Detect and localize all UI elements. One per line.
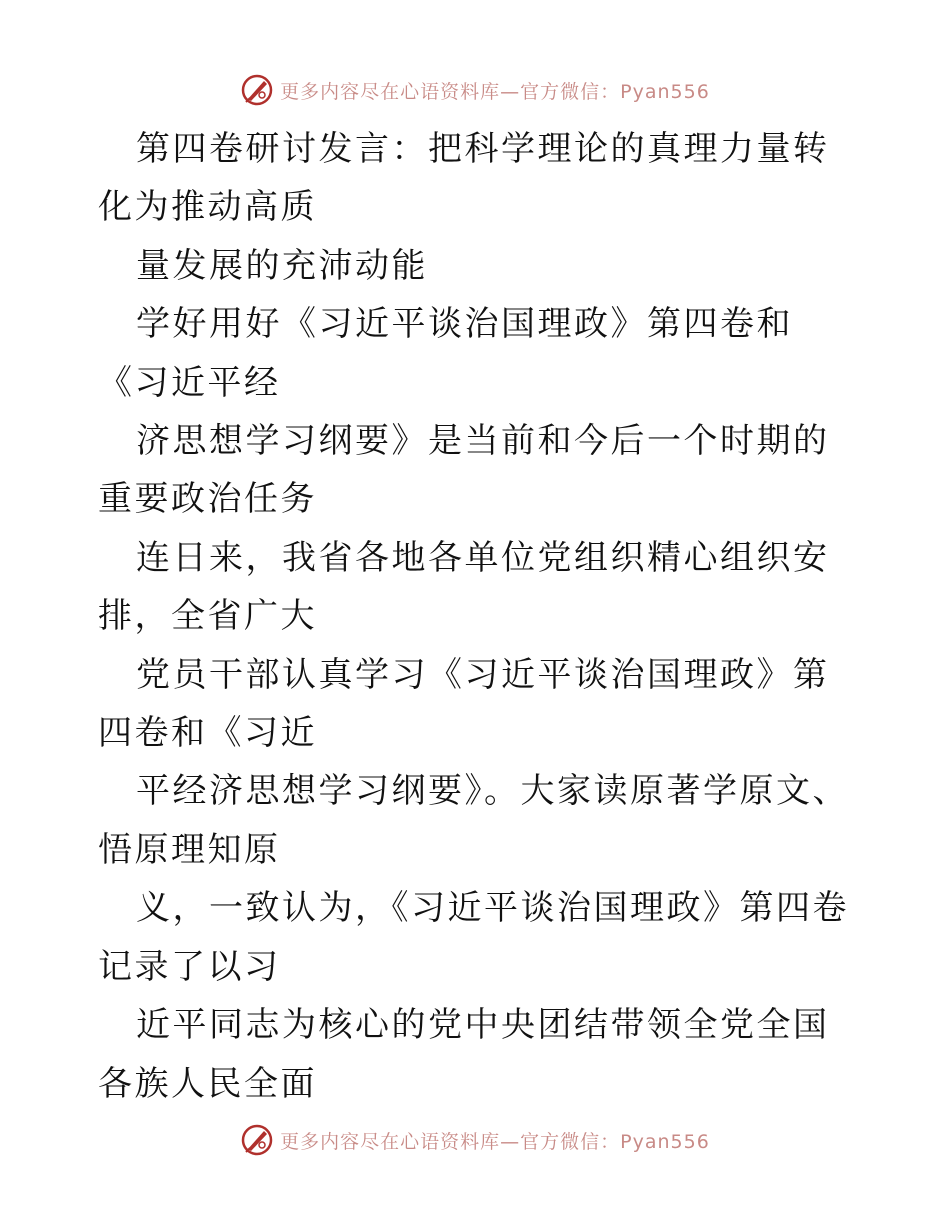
footer-banner [0, 1120, 950, 1160]
paragraph-title: 第四卷研讨发言：把科学理论的真理力量转化为推动高质 [98, 129, 830, 228]
paragraph-title-continued: 量发展的充沛动能 [136, 245, 428, 286]
document-body [98, 120, 858, 1113]
header-banner-text: 更多内容尽在心语资料库—官方微信：Pyan556 [280, 80, 710, 103]
quill-pen-logo-icon [240, 73, 274, 107]
paragraph: 济思想学习纲要》是当前和今后一个时期的重要政治任务 [98, 421, 830, 520]
paragraph: 学好用好《习近平谈治国理政》第四卷和《习近平经 [98, 304, 793, 403]
header-banner [0, 70, 950, 110]
quill-pen-logo-icon [240, 1123, 274, 1157]
paragraph: 义，一致认为，《习近平谈治国理政》第四卷记录了以习 [98, 888, 849, 987]
paragraph: 近平同志为核心的党中央团结带领全党全国各族人民全面 [98, 1005, 830, 1104]
paragraph: 党员干部认真学习《习近平谈治国理政》第四卷和《习近 [98, 654, 830, 754]
paragraph: 连日来，我省各地各单位党组织精心组织安排，全省广大 [98, 537, 830, 637]
paragraph: 平经济思想学习纲要》。大家读原著学原文、悟原理知原 [98, 771, 849, 870]
footer-banner-text: 更多内容尽在心语资料库—官方微信：Pyan556 [280, 1130, 710, 1153]
